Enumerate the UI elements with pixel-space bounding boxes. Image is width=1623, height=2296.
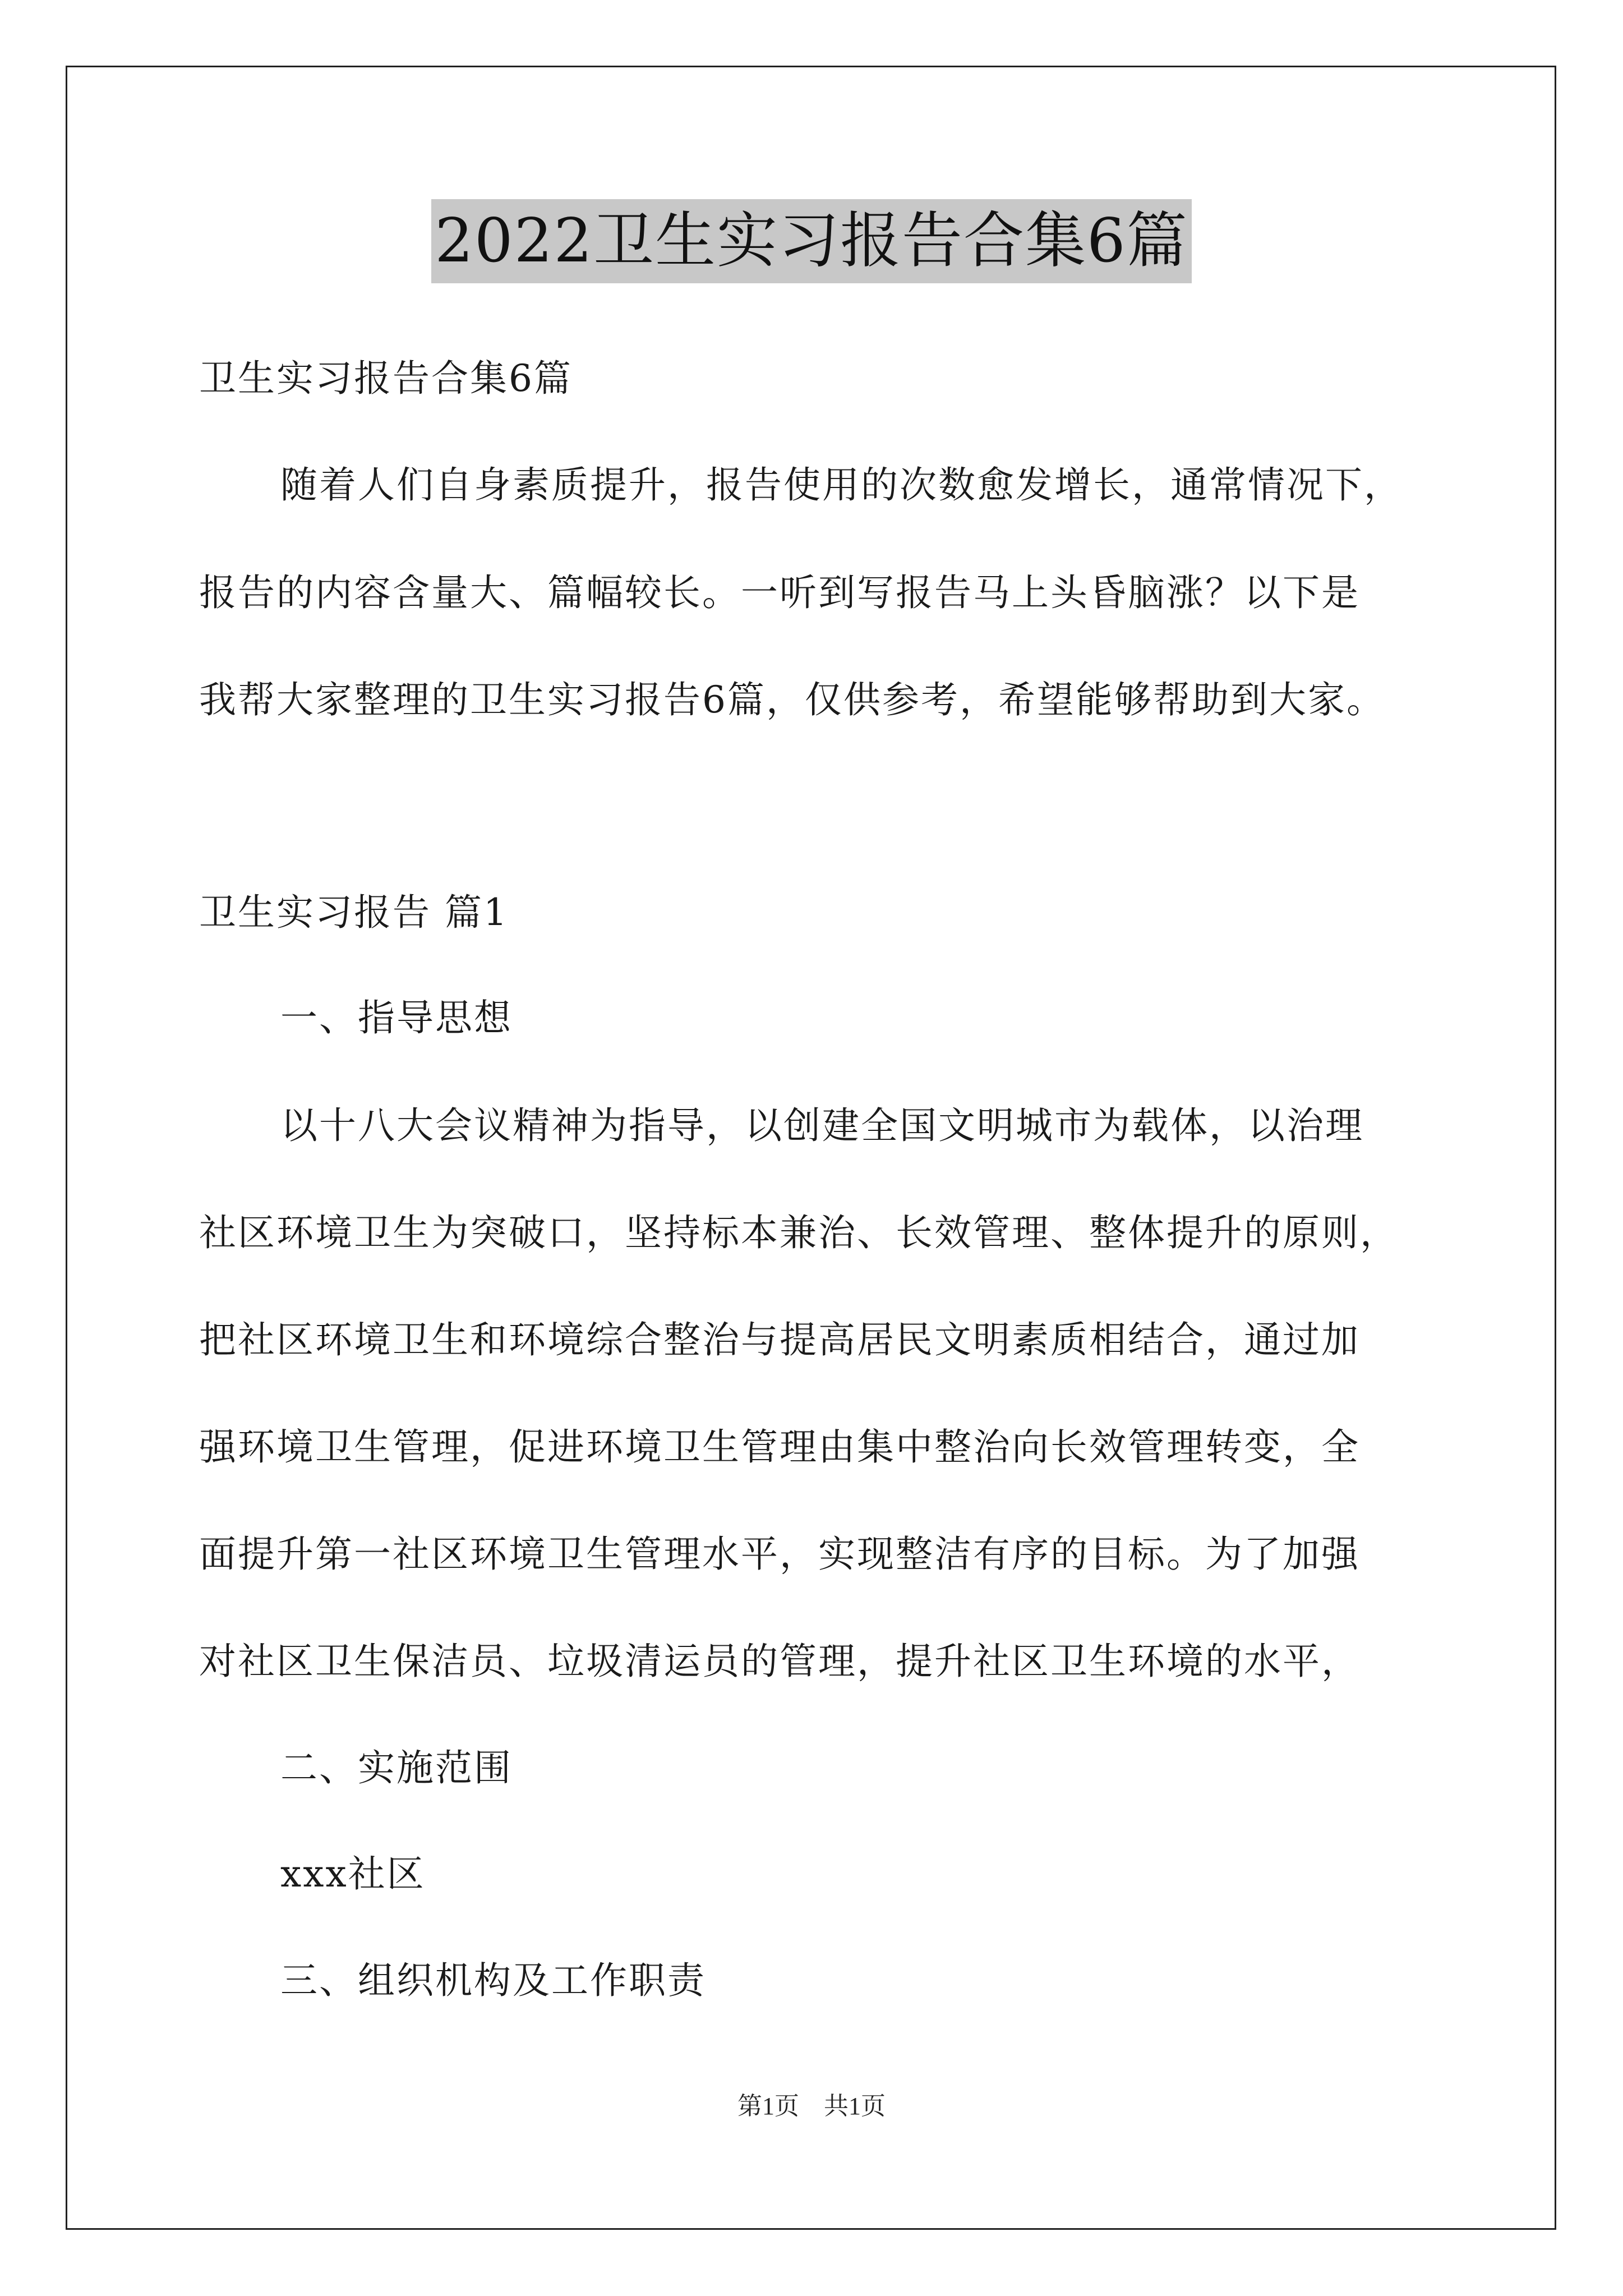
section1-heading: 一、指导思想 [280, 996, 513, 1039]
section1-line-1: 以十八大会议精神为指导，以创建全国文明城市为载体，以治理 [280, 1104, 1364, 1147]
page-number: 第1页 [737, 2092, 799, 2120]
document-title: 2022卫生实习报告合集6篇 [431, 199, 1192, 283]
intro-line-2: 报告的内容含量大、篇幅较长。一听到写报告马上头昏脑涨？以下是 [199, 571, 1360, 614]
section2-body: xxx社区 [280, 1852, 426, 1895]
section3-heading: 三、组织机构及工作职责 [280, 1959, 706, 2002]
section1-line-6: 对社区卫生保洁员、垃圾清运员的管理，提升社区卫生环境的水平， [199, 1640, 1360, 1683]
section-heading: 卫生实习报告 篇1 [199, 891, 509, 934]
page-total: 共1页 [824, 2092, 886, 2120]
section1-line-3: 把社区环境卫生和环境综合整治与提高居民文明素质相结合，通过加 [199, 1318, 1360, 1361]
document-subtitle: 卫生实习报告合集6篇 [199, 357, 573, 400]
intro-line-3: 我帮大家整理的卫生实习报告6篇，仅供参考，希望能够帮助到大家。 [199, 678, 1385, 721]
page-footer [0, 2090, 1623, 2123]
section1-line-4: 强环境卫生管理，促进环境卫生管理由集中整治向长效管理转变，全 [199, 1425, 1360, 1469]
section1-line-5: 面提升第一社区环境卫生管理水平，实现整洁有序的目标。为了加强 [199, 1533, 1360, 1576]
title-container [0, 199, 1623, 283]
intro-line-1: 随着人们自身素质提升，报告使用的次数愈发增长，通常情况下， [280, 463, 1403, 507]
section2-heading: 二、实施范围 [280, 1746, 513, 1789]
section1-line-2: 社区环境卫生为突破口，坚持标本兼治、长效管理、整体提升的原则， [199, 1211, 1399, 1254]
